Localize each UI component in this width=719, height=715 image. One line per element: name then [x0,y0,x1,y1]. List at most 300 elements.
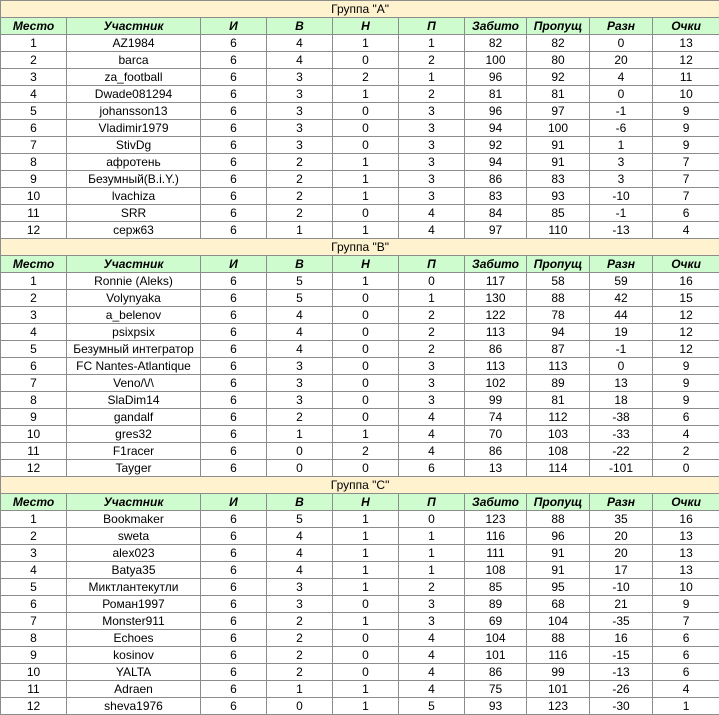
column-header-row [1,18,719,35]
cell-goal-diff: 19 [590,324,653,341]
cell-participant: Tayger [67,460,201,477]
cell-points: 13 [653,545,719,562]
cell-place: 8 [1,154,67,171]
cell-participant: Bookmaker [67,511,201,528]
cell-participant: psixpsix [67,324,201,341]
cell-points: 7 [653,154,719,171]
cell-goals-against: 92 [527,69,590,86]
cell-goals-against: 91 [527,545,590,562]
cell-games: 6 [201,681,267,698]
cell-participant: Vladimir1979 [67,120,201,137]
cell-participant: gres32 [67,426,201,443]
cell-participant: kosinov [67,647,201,664]
column-header-wins: В [267,18,333,35]
cell-games: 6 [201,120,267,137]
cell-games: 6 [201,596,267,613]
column-header-goals-for: Забито [465,18,527,35]
cell-draws: 0 [333,137,399,154]
cell-goal-diff: 4 [590,69,653,86]
cell-goal-diff: 3 [590,171,653,188]
cell-points: 9 [653,392,719,409]
cell-goals-against: 95 [527,579,590,596]
table-row [1,188,719,205]
cell-goal-diff: 20 [590,545,653,562]
cell-participant: Batya35 [67,562,201,579]
table-row [1,426,719,443]
column-header-goal-diff: Разн [590,494,653,511]
cell-goal-diff: 59 [590,273,653,290]
cell-draws: 1 [333,613,399,630]
cell-games: 6 [201,52,267,69]
cell-losses: 4 [399,443,465,460]
cell-wins: 2 [267,630,333,647]
cell-goal-diff: 0 [590,358,653,375]
cell-goal-diff: 20 [590,528,653,545]
table-row [1,664,719,681]
cell-goal-diff: 18 [590,392,653,409]
cell-participant: серж63 [67,222,201,239]
table-row [1,630,719,647]
cell-place: 7 [1,613,67,630]
cell-games: 6 [201,579,267,596]
cell-goal-diff: -10 [590,579,653,596]
cell-place: 6 [1,596,67,613]
cell-wins: 3 [267,392,333,409]
cell-goal-diff: -26 [590,681,653,698]
table-row [1,443,719,460]
cell-goals-against: 94 [527,324,590,341]
cell-points: 2 [653,443,719,460]
cell-participant: Dwade081294 [67,86,201,103]
cell-games: 6 [201,341,267,358]
cell-goals-against: 100 [527,120,590,137]
cell-losses: 2 [399,86,465,103]
cell-goal-diff: -1 [590,103,653,120]
cell-wins: 4 [267,545,333,562]
cell-participant: Роман1997 [67,596,201,613]
cell-goal-diff: -1 [590,205,653,222]
cell-place: 10 [1,664,67,681]
table-row [1,86,719,103]
cell-games: 6 [201,698,267,715]
cell-wins: 1 [267,426,333,443]
cell-losses: 0 [399,273,465,290]
column-header-points: Очки [653,256,719,273]
cell-points: 13 [653,35,719,52]
cell-goals-against: 83 [527,171,590,188]
cell-losses: 4 [399,647,465,664]
cell-draws: 1 [333,579,399,596]
cell-games: 6 [201,86,267,103]
table-row [1,562,719,579]
cell-goals-for: 86 [465,664,527,681]
cell-participant: SRR [67,205,201,222]
cell-losses: 3 [399,120,465,137]
cell-losses: 2 [399,52,465,69]
group-title: Группа "C" [1,477,719,494]
cell-goal-diff: 0 [590,35,653,52]
cell-goals-for: 113 [465,324,527,341]
cell-goals-against: 99 [527,664,590,681]
column-header-goal-diff: Разн [590,256,653,273]
table-row [1,290,719,307]
cell-losses: 1 [399,69,465,86]
cell-losses: 3 [399,596,465,613]
cell-points: 7 [653,613,719,630]
cell-goals-against: 108 [527,443,590,460]
table-row [1,154,719,171]
table-row [1,596,719,613]
cell-goals-against: 89 [527,375,590,392]
cell-points: 12 [653,324,719,341]
cell-place: 3 [1,545,67,562]
column-header-games: И [201,18,267,35]
cell-goals-against: 82 [527,35,590,52]
cell-games: 6 [201,528,267,545]
table-row [1,647,719,664]
cell-draws: 1 [333,528,399,545]
table-row [1,103,719,120]
table-row [1,222,719,239]
table-row [1,273,719,290]
cell-goals-for: 70 [465,426,527,443]
cell-participant: Volynyaka [67,290,201,307]
cell-goals-for: 75 [465,681,527,698]
cell-goals-for: 116 [465,528,527,545]
cell-points: 4 [653,681,719,698]
table-row [1,681,719,698]
cell-place: 11 [1,205,67,222]
cell-goals-against: 123 [527,698,590,715]
column-header-place: Место [1,494,67,511]
cell-losses: 6 [399,460,465,477]
cell-participant: Monster911 [67,613,201,630]
cell-wins: 2 [267,647,333,664]
cell-games: 6 [201,205,267,222]
cell-goals-for: 82 [465,35,527,52]
cell-participant: lvachiza [67,188,201,205]
cell-losses: 4 [399,222,465,239]
cell-goals-against: 97 [527,103,590,120]
cell-goals-against: 91 [527,154,590,171]
cell-wins: 4 [267,52,333,69]
table-row [1,511,719,528]
cell-draws: 0 [333,409,399,426]
cell-points: 6 [653,409,719,426]
cell-goals-for: 86 [465,171,527,188]
cell-goals-for: 113 [465,358,527,375]
cell-goal-diff: 35 [590,511,653,528]
cell-place: 9 [1,171,67,188]
table-row [1,613,719,630]
cell-losses: 4 [399,681,465,698]
cell-goal-diff: 21 [590,596,653,613]
column-header-points: Очки [653,18,719,35]
cell-draws: 1 [333,171,399,188]
cell-points: 4 [653,222,719,239]
column-header-games: И [201,256,267,273]
cell-losses: 1 [399,545,465,562]
cell-place: 1 [1,35,67,52]
cell-goal-diff: 13 [590,375,653,392]
table-row [1,579,719,596]
cell-participant: barca [67,52,201,69]
cell-goals-for: 96 [465,69,527,86]
cell-participant: sweta [67,528,201,545]
cell-points: 9 [653,596,719,613]
cell-wins: 1 [267,222,333,239]
cell-points: 6 [653,647,719,664]
cell-place: 12 [1,698,67,715]
cell-goals-against: 87 [527,341,590,358]
cell-goal-diff: -13 [590,664,653,681]
column-header-draws: Н [333,256,399,273]
cell-goals-against: 91 [527,562,590,579]
cell-place: 6 [1,120,67,137]
cell-participant: Безумный(B.i.Y.) [67,171,201,188]
cell-goals-for: 74 [465,409,527,426]
table-row [1,545,719,562]
cell-goals-for: 102 [465,375,527,392]
cell-losses: 3 [399,613,465,630]
cell-goal-diff: -101 [590,460,653,477]
cell-goal-diff: 42 [590,290,653,307]
cell-place: 6 [1,358,67,375]
cell-place: 1 [1,511,67,528]
column-header-row [1,494,719,511]
cell-goal-diff: 0 [590,86,653,103]
column-header-place: Место [1,18,67,35]
cell-place: 12 [1,222,67,239]
cell-games: 6 [201,664,267,681]
cell-games: 6 [201,137,267,154]
table-row [1,171,719,188]
table-row [1,460,719,477]
cell-wins: 0 [267,460,333,477]
cell-place: 4 [1,324,67,341]
cell-draws: 1 [333,188,399,205]
cell-goals-for: 86 [465,341,527,358]
cell-place: 4 [1,86,67,103]
cell-losses: 3 [399,154,465,171]
cell-points: 13 [653,528,719,545]
cell-participant: Безумный интегратор [67,341,201,358]
cell-wins: 0 [267,443,333,460]
cell-place: 11 [1,681,67,698]
table-row [1,698,719,715]
cell-goals-for: 13 [465,460,527,477]
cell-losses: 4 [399,426,465,443]
cell-wins: 5 [267,290,333,307]
cell-goals-for: 89 [465,596,527,613]
cell-wins: 4 [267,324,333,341]
cell-place: 9 [1,647,67,664]
column-header-participant: Участник [67,256,201,273]
cell-games: 6 [201,613,267,630]
cell-losses: 3 [399,188,465,205]
cell-goals-against: 78 [527,307,590,324]
table-row [1,137,719,154]
cell-wins: 3 [267,358,333,375]
cell-goals-for: 104 [465,630,527,647]
cell-wins: 2 [267,613,333,630]
cell-losses: 3 [399,171,465,188]
cell-draws: 0 [333,205,399,222]
cell-draws: 1 [333,154,399,171]
cell-draws: 0 [333,103,399,120]
cell-wins: 3 [267,579,333,596]
cell-draws: 0 [333,120,399,137]
cell-goals-for: 101 [465,647,527,664]
cell-place: 8 [1,392,67,409]
cell-games: 6 [201,103,267,120]
cell-points: 6 [653,205,719,222]
cell-games: 6 [201,222,267,239]
group-header-row [1,239,719,256]
cell-goals-against: 110 [527,222,590,239]
cell-goal-diff: -30 [590,698,653,715]
cell-goals-for: 117 [465,273,527,290]
table-row [1,392,719,409]
cell-wins: 2 [267,188,333,205]
cell-goals-against: 101 [527,681,590,698]
cell-goal-diff: -35 [590,613,653,630]
cell-participant: johansson13 [67,103,201,120]
cell-participant: F1racer [67,443,201,460]
cell-games: 6 [201,324,267,341]
cell-points: 6 [653,664,719,681]
column-header-goals-for: Забито [465,494,527,511]
cell-participant: gandalf [67,409,201,426]
cell-games: 6 [201,307,267,324]
cell-points: 6 [653,630,719,647]
cell-losses: 1 [399,528,465,545]
cell-goals-for: 99 [465,392,527,409]
cell-goal-diff: 20 [590,52,653,69]
cell-wins: 1 [267,681,333,698]
cell-place: 7 [1,137,67,154]
cell-place: 12 [1,460,67,477]
cell-participant: AZ1984 [67,35,201,52]
cell-participant: Миктлантекутли [67,579,201,596]
group-header-row [1,477,719,494]
cell-goals-against: 81 [527,392,590,409]
cell-points: 16 [653,273,719,290]
cell-place: 10 [1,426,67,443]
cell-place: 2 [1,528,67,545]
cell-participant: Adraen [67,681,201,698]
cell-losses: 1 [399,290,465,307]
cell-place: 4 [1,562,67,579]
cell-draws: 0 [333,290,399,307]
cell-wins: 4 [267,341,333,358]
cell-goals-against: 112 [527,409,590,426]
cell-goal-diff: -6 [590,120,653,137]
cell-goal-diff: -33 [590,426,653,443]
cell-points: 15 [653,290,719,307]
column-header-row [1,256,719,273]
column-header-wins: В [267,494,333,511]
cell-participant: SlaDim14 [67,392,201,409]
cell-games: 6 [201,358,267,375]
cell-points: 7 [653,188,719,205]
column-header-goals-against: Пропущ [527,18,590,35]
cell-goals-for: 94 [465,120,527,137]
cell-losses: 1 [399,562,465,579]
cell-games: 6 [201,426,267,443]
cell-goal-diff: 16 [590,630,653,647]
cell-goals-for: 93 [465,698,527,715]
table-row [1,375,719,392]
cell-losses: 1 [399,35,465,52]
cell-games: 6 [201,647,267,664]
cell-goals-for: 92 [465,137,527,154]
cell-participant: Ronnie (Aleks) [67,273,201,290]
cell-place: 5 [1,103,67,120]
cell-wins: 3 [267,103,333,120]
cell-losses: 4 [399,630,465,647]
cell-draws: 1 [333,222,399,239]
cell-goals-against: 88 [527,511,590,528]
cell-losses: 4 [399,664,465,681]
cell-losses: 2 [399,341,465,358]
cell-goals-against: 104 [527,613,590,630]
cell-points: 10 [653,579,719,596]
cell-goals-against: 68 [527,596,590,613]
cell-losses: 3 [399,137,465,154]
cell-points: 10 [653,86,719,103]
cell-goals-for: 86 [465,443,527,460]
cell-games: 6 [201,375,267,392]
cell-losses: 3 [399,358,465,375]
cell-goals-for: 94 [465,154,527,171]
cell-games: 6 [201,69,267,86]
cell-games: 6 [201,545,267,562]
cell-losses: 4 [399,205,465,222]
cell-losses: 2 [399,579,465,596]
cell-points: 12 [653,52,719,69]
cell-wins: 2 [267,409,333,426]
column-header-wins: В [267,256,333,273]
cell-draws: 1 [333,545,399,562]
cell-draws: 1 [333,273,399,290]
cell-wins: 2 [267,154,333,171]
column-header-draws: Н [333,18,399,35]
cell-losses: 4 [399,409,465,426]
cell-participant: alex023 [67,545,201,562]
cell-games: 6 [201,409,267,426]
cell-place: 3 [1,69,67,86]
cell-place: 3 [1,307,67,324]
cell-goals-for: 130 [465,290,527,307]
cell-goal-diff: 17 [590,562,653,579]
column-header-losses: П [399,494,465,511]
cell-goal-diff: -22 [590,443,653,460]
cell-points: 9 [653,120,719,137]
cell-goals-for: 100 [465,52,527,69]
column-header-draws: Н [333,494,399,511]
cell-goals-for: 111 [465,545,527,562]
cell-losses: 3 [399,375,465,392]
column-header-goals-against: Пропущ [527,494,590,511]
cell-draws: 1 [333,35,399,52]
cell-participant: Echoes [67,630,201,647]
cell-points: 12 [653,307,719,324]
cell-games: 6 [201,154,267,171]
cell-wins: 3 [267,596,333,613]
cell-place: 11 [1,443,67,460]
group-title: Группа "A" [1,1,719,18]
